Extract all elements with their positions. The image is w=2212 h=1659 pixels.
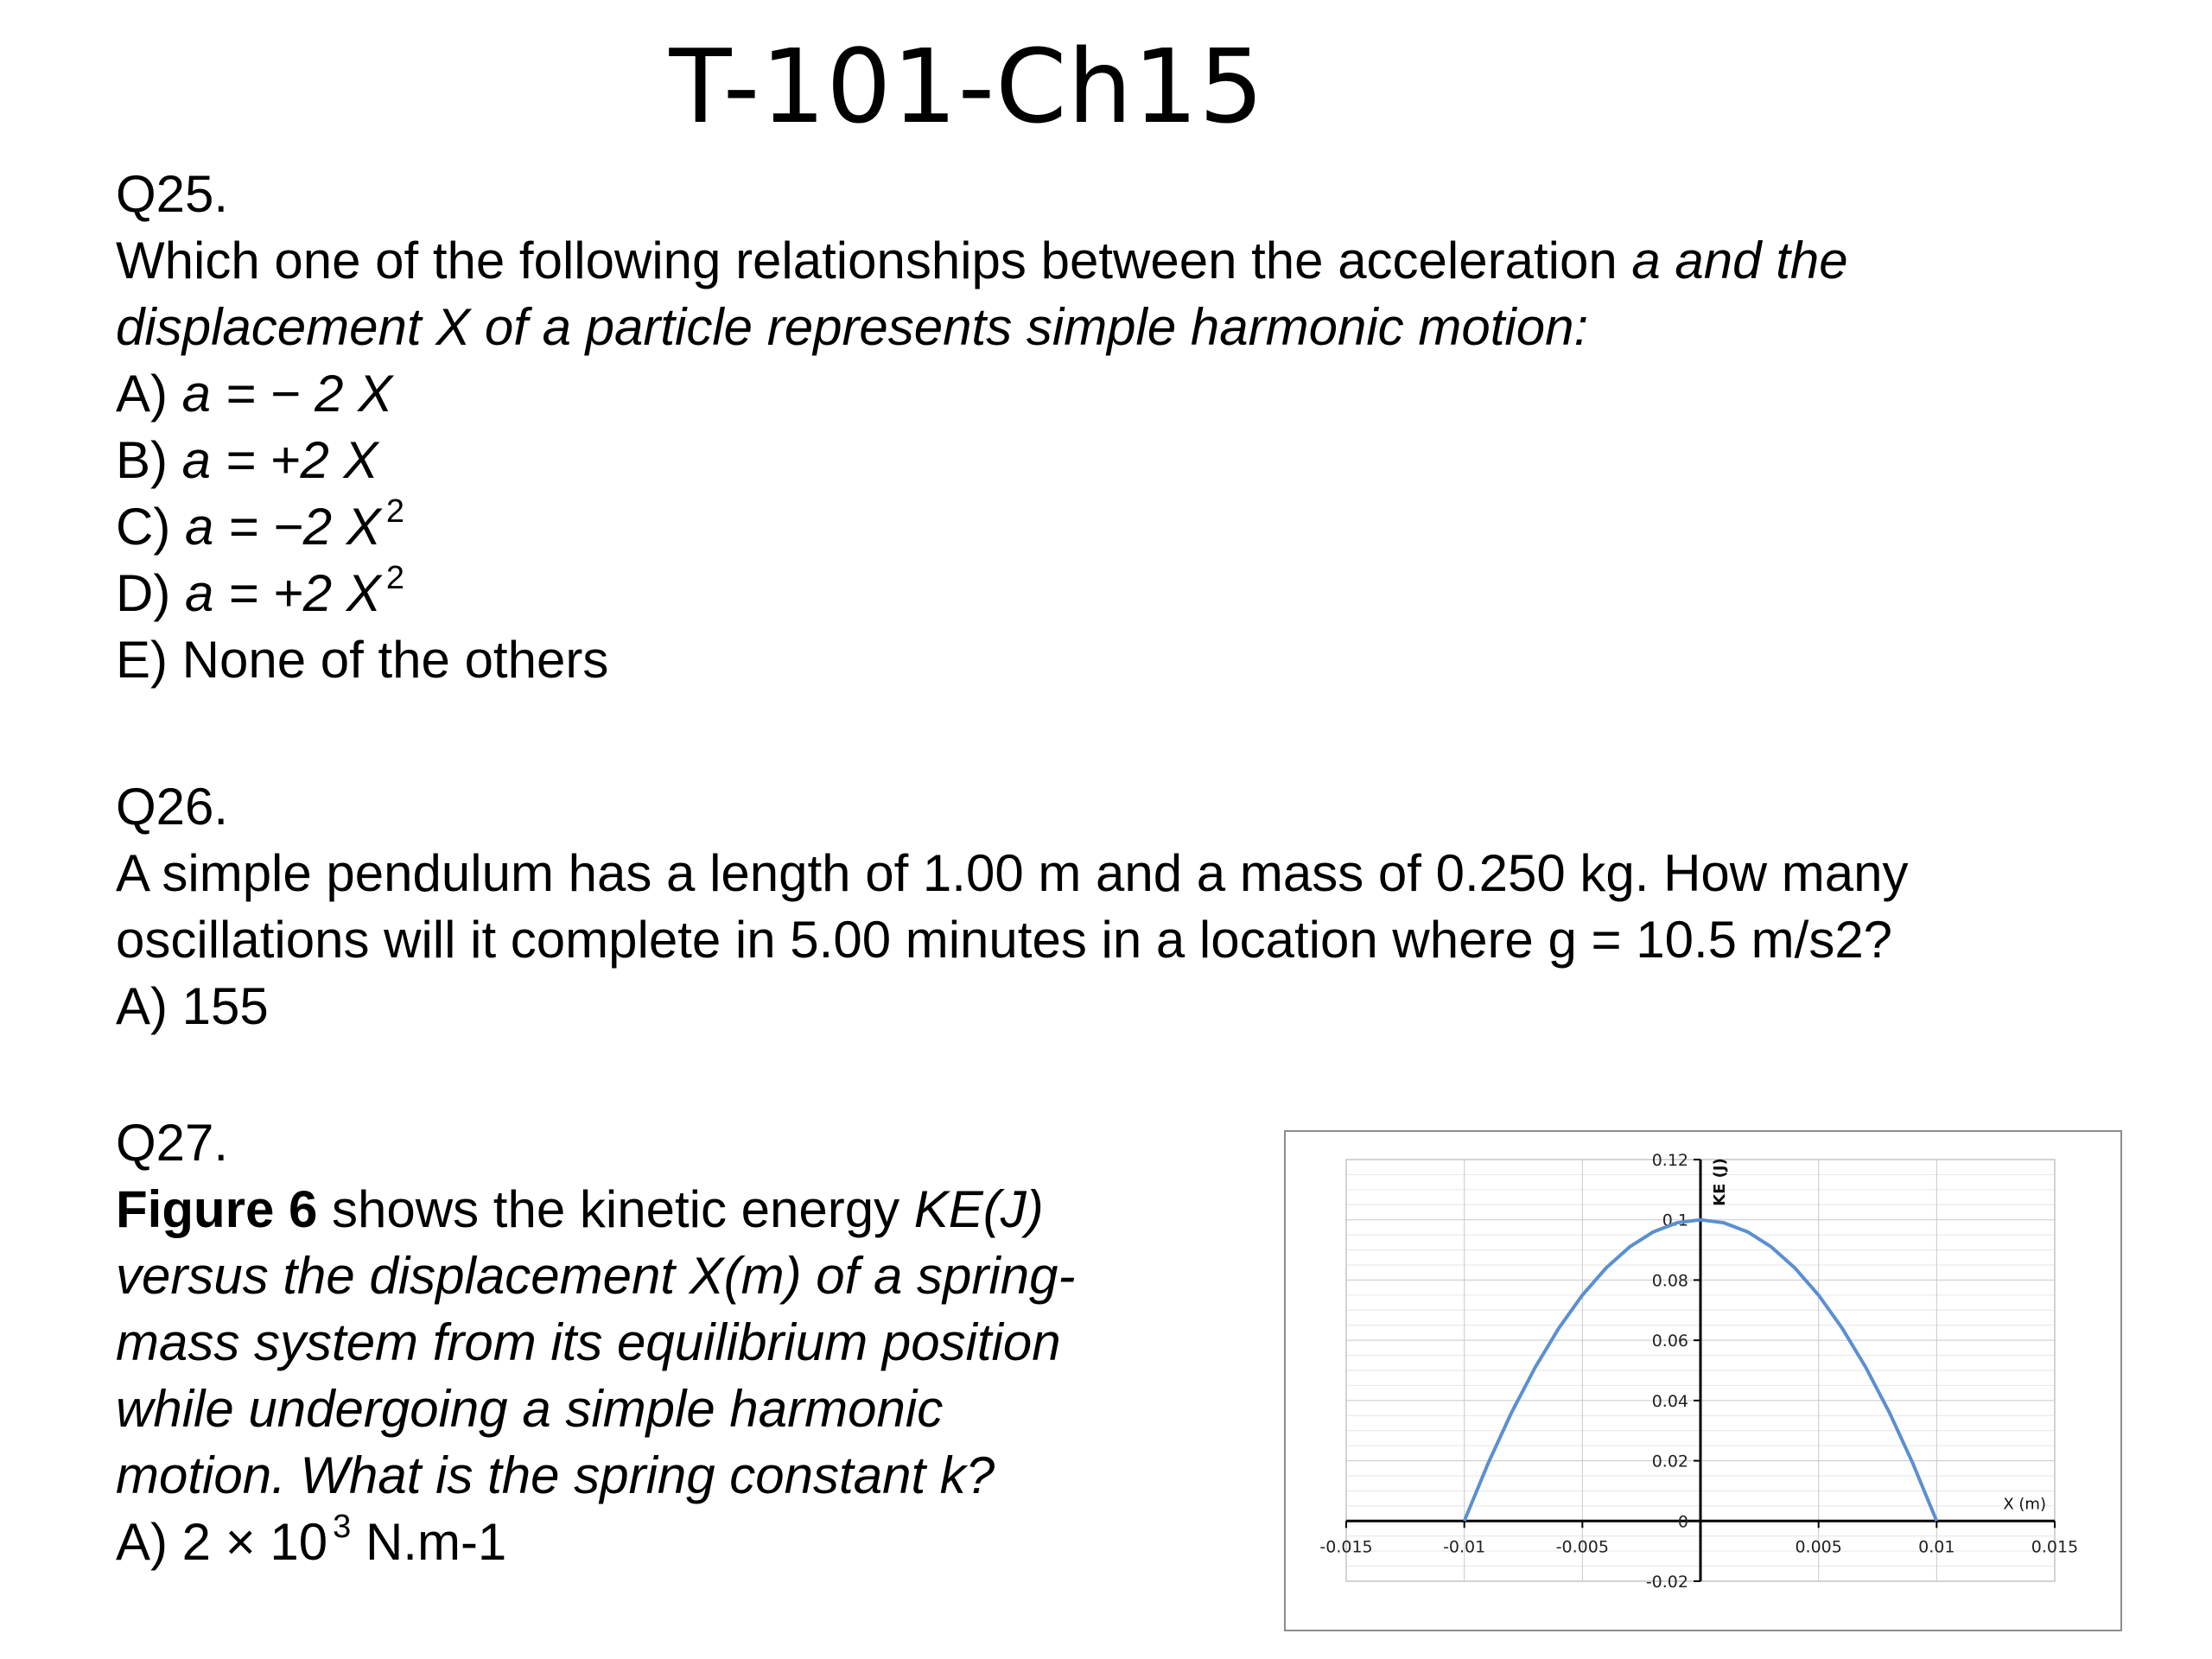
answer-option-a: A) 2 × 10 $^3$ N.m-1	[116, 1509, 507, 1571]
page-title: T-101-Ch15	[669, 27, 1265, 146]
y-tick-label: -0.02	[1645, 1573, 1688, 1592]
x-tick-label: 0.005	[1795, 1537, 1842, 1557]
x-tick-label: -0.005	[1555, 1537, 1609, 1557]
y-axis-title: KE (J)	[1711, 1158, 1729, 1206]
question-stem-line: oscillations will it complete in 5.00 minutes in a location where g = 10.5 m/s2?	[116, 911, 1893, 969]
answer-option-a: A) a = − 2 X	[116, 365, 393, 423]
x-tick-label: -0.015	[1319, 1537, 1373, 1557]
y-tick-label: 0.04	[1651, 1391, 1688, 1411]
answer-option-b: B) a = +2 X	[116, 431, 378, 489]
question-stem-line: mass system from its equilibrium position	[116, 1313, 1061, 1371]
question-stem-line: Figure 6 shows the kinetic energy KE(J)	[116, 1180, 1044, 1238]
question-27	[116, 1109, 1075, 1575]
x-tick-label: 0.015	[2031, 1537, 2079, 1557]
question-26	[116, 773, 1909, 1039]
question-number: Q27.	[116, 1114, 229, 1172]
chart-plot	[1286, 1132, 2120, 1630]
question-25	[116, 161, 1848, 693]
y-tick-label: 0.06	[1651, 1332, 1688, 1351]
y-tick-label: 0.08	[1651, 1271, 1688, 1291]
answer-option-c: C) a = −2 X $^2$	[116, 493, 404, 556]
figure-6-chart	[1284, 1130, 2122, 1631]
answer-option-e: E) None of the others	[116, 631, 609, 689]
question-number: Q25.	[116, 165, 229, 223]
question-stem-line: while undergoing a simple harmonic	[116, 1380, 944, 1438]
answer-option-d: D) a = +2 X $^2$	[116, 560, 404, 622]
y-tick-label: 0.1	[1662, 1211, 1688, 1230]
answer-option-a: A) 155	[116, 977, 269, 1035]
y-tick-label: 0.12	[1651, 1151, 1688, 1170]
y-tick-label: 0	[1677, 1512, 1688, 1532]
question-stem-line: motion. What is the spring constant k?	[116, 1446, 995, 1504]
question-stem-line: A simple pendulum has a length of 1.00 m and a mass of 0.250 kg. How many	[116, 844, 1909, 902]
x-axis-title: X (m)	[2003, 1495, 2046, 1514]
y-tick-label: 0.02	[1651, 1452, 1688, 1471]
question-stem-line: Which one of the following relationships between the acceleration a and the	[116, 232, 1848, 289]
question-number: Q26.	[116, 778, 229, 836]
question-stem-line: displacement X of a particle represents simple harmonic motion:	[116, 298, 1589, 356]
x-tick-label: 0.01	[1918, 1537, 1955, 1557]
question-stem-line: versus the displacement X(m) of a spring-	[116, 1247, 1076, 1305]
x-tick-label: -0.01	[1443, 1537, 1486, 1557]
